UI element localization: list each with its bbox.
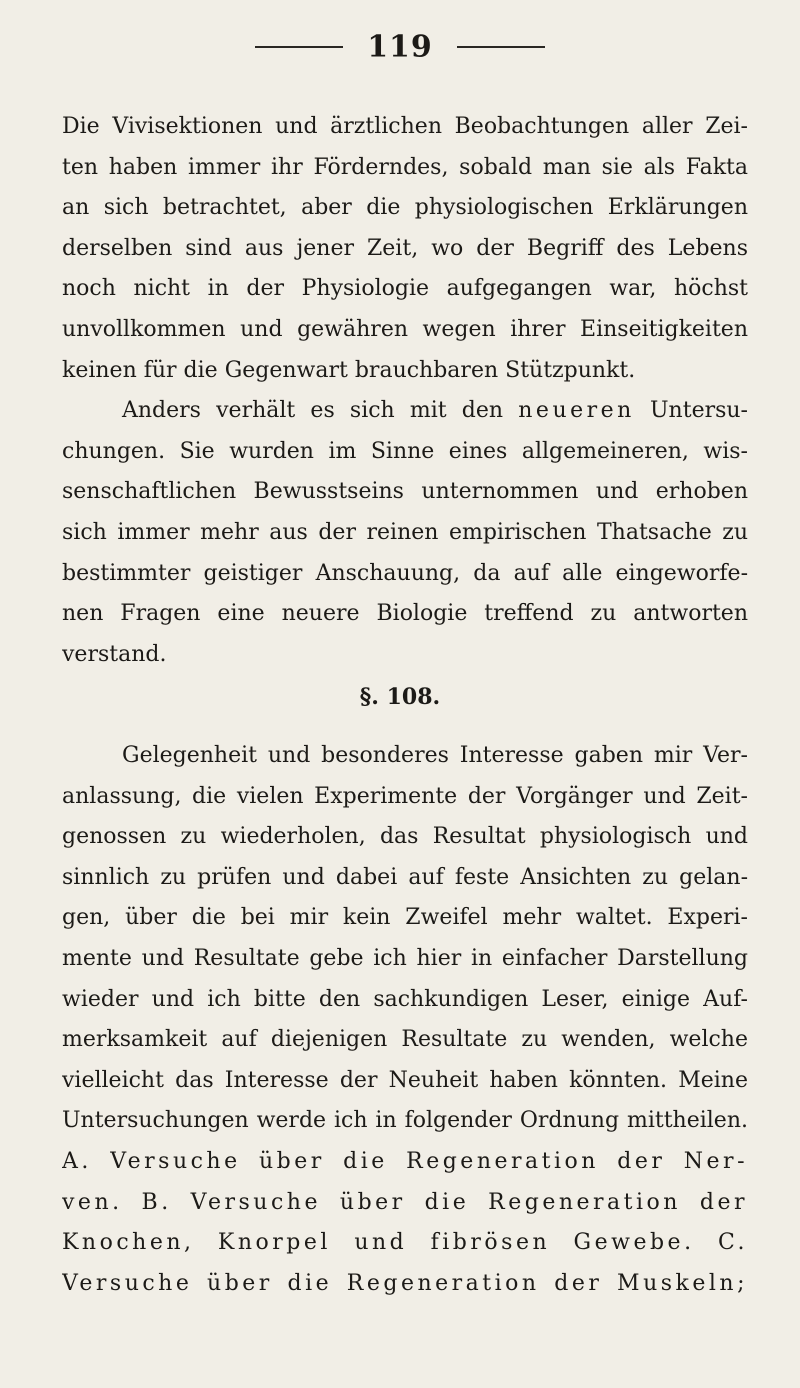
text-line: gen, über die bei mir kein Zweifel mehr waltet. Experi- — [62, 905, 748, 931]
text-line: derselben sind aus jener Zeit, wo der Begriff des Lebens — [62, 235, 748, 261]
text-line: verstand. — [62, 641, 167, 667]
text-line: nen Fragen eine neuere Biologie treffend zu antworten — [62, 601, 748, 627]
text-line: bestimmter geistiger Anschauung, da auf alle eingeworfe- — [62, 560, 748, 586]
text-line: wieder und ich bitte den sachkundigen Leser, einige Auf- — [62, 986, 748, 1012]
header-rule-right — [457, 46, 545, 48]
text-line: genossen zu wiederholen, das Resultat physiologisch und — [62, 824, 748, 850]
page-header — [0, 28, 800, 65]
text-line: vielleicht das Interesse der Neuheit haben könnten. Meine — [62, 1067, 748, 1093]
text-line: noch nicht in der Physiologie aufgegangen war, höchst — [62, 276, 748, 302]
text-line: Die Vivisektionen und ärztlichen Beobachtungen aller Zei- — [62, 114, 748, 139]
text-line: sich immer mehr aus der reinen empirischen Thatsache zu — [62, 519, 748, 545]
text-line: keinen für die Gegenwart brauchbaren Stützpunkt. — [62, 357, 636, 383]
text-segment: Anders verhält es sich mit den — [122, 398, 504, 424]
text-line-spaced: A. Versuche über die Regeneration der Ner- — [62, 1148, 748, 1174]
text-line: senschaftlichen Bewusstseins unternommen und erhoben — [62, 479, 748, 505]
header-rule-left — [255, 46, 343, 48]
text-line: ten haben immer ihr Förderndes, sobald man sie als Fakta — [62, 154, 748, 180]
text-line: Untersuchungen werde ich in folgender Ordnung mittheilen. — [62, 1108, 748, 1134]
text-line: merksamkeit auf diejenigen Resultate zu wenden, welche — [62, 1027, 748, 1053]
body-text-bottom — [62, 736, 748, 1304]
text-segment: Untersu- — [650, 398, 748, 424]
section-heading: §. 108. — [359, 684, 441, 710]
page-number: 119 — [367, 29, 433, 65]
text-line: unvollkommen und gewähren wegen ihrer Einseitigkeiten — [62, 316, 748, 342]
text-line-spaced: Versuche über die Regeneration der Muskeln; — [62, 1270, 748, 1296]
text-line: chungen. Sie wurden im Sinne eines allgemeineren, wis- — [62, 438, 748, 464]
spaced-emphasis: neueren — [518, 398, 635, 424]
body-text-top — [62, 107, 748, 675]
text-line — [62, 391, 748, 432]
text-line-spaced: ven. B. Versuche über die Regeneration der — [62, 1189, 748, 1215]
text-line-spaced: Knochen, Knorpel und fibrösen Gewebe. C. — [62, 1230, 748, 1256]
text-line: an sich betrachtet, aber die physiologischen Erklärungen — [62, 195, 748, 221]
text-line: anlassung, die vielen Experimente der Vorgänger und Zeit- — [62, 783, 748, 809]
text-line: sinnlich zu prüfen und dabei auf feste Ansichten zu gelan- — [62, 864, 748, 890]
text-line: mente und Resultate gebe ich hier in einfacher Darstellung — [62, 945, 748, 971]
text-line: Gelegenheit und besonderes Interesse gaben mir Ver- — [122, 743, 748, 768]
